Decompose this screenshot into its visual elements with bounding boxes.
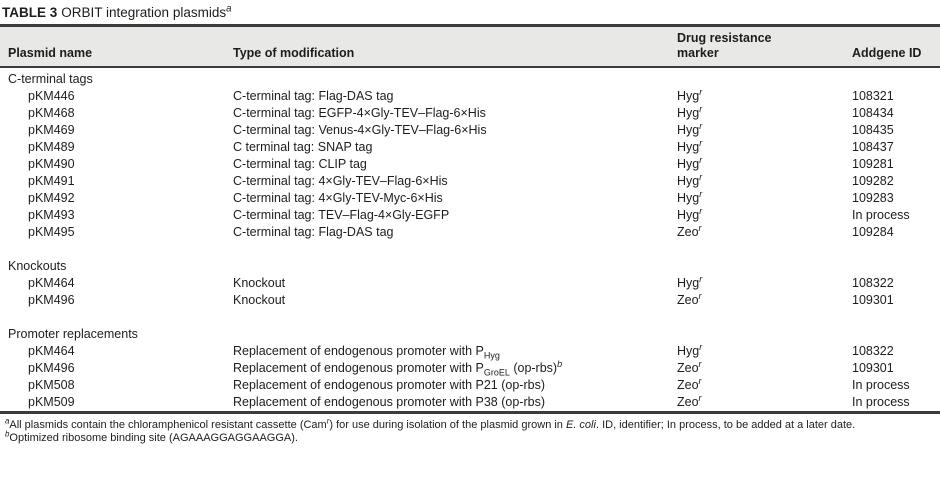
marker-cell: Hyg$^r$	[677, 341, 703, 358]
table-row	[0, 224, 940, 241]
table-row	[0, 190, 940, 207]
column-header-label: Plasmid name	[8, 46, 93, 60]
marker-cell: Hyg$^r$	[677, 120, 703, 137]
modification-cell: C-terminal tag: TEV–Flag-4×Gly-EGFP	[233, 208, 450, 222]
marker-cell: Zeo$^r$	[677, 358, 702, 375]
table-header-row	[0, 27, 940, 67]
addgene-id-cell: In process	[852, 208, 910, 222]
column-header-addgene-id	[852, 27, 940, 67]
table-row	[0, 173, 940, 190]
footnote-a: $^a$All plasmids contain the chloramphenicol resistant cassette (Cam$^r$) for use during isolation of the plasmid grown in E. coli. ID, identifier; In process, to be added at a later date.	[5, 415, 856, 431]
marker-cell: Hyg$^r$	[677, 103, 703, 120]
table-row	[0, 88, 940, 105]
marker-cell: Hyg$^r$	[677, 188, 703, 205]
table-row	[0, 207, 940, 224]
modification-cell: Replacement of endogenous promoter with P21 (op-rbs)	[233, 378, 545, 392]
table-row	[0, 139, 940, 156]
addgene-id-cell: In process	[852, 378, 910, 392]
table-row	[0, 360, 940, 377]
modification-cell: Knockout	[233, 293, 286, 307]
addgene-id-cell: 109282	[852, 174, 894, 188]
plasmid-name-cell: pKM468	[28, 106, 75, 120]
section-label: C-terminal tags	[8, 72, 93, 86]
modification-cell: C-terminal tag: 4×Gly-TEV–Flag-6×His	[233, 174, 448, 188]
section-spacer-row	[0, 309, 940, 326]
section-label: Promoter replacements	[8, 327, 138, 341]
modification-cell: C-terminal tag: Flag-DAS tag	[233, 225, 394, 239]
plasmid-name-cell: pKM495	[28, 225, 75, 239]
addgene-id-cell: 109283	[852, 191, 894, 205]
plasmid-name-cell: pKM496	[28, 293, 75, 307]
table-row	[0, 377, 940, 394]
table-row	[0, 275, 940, 292]
modification-cell: C-terminal tag: Venus-4×Gly-TEV–Flag-6×His	[233, 123, 487, 137]
marker-cell: Hyg$^r$	[677, 171, 703, 188]
column-header-plasmid-name	[0, 27, 233, 67]
table-row	[0, 343, 940, 360]
marker-cell: Zeo$^r$	[677, 222, 702, 239]
page-title	[0, 0, 940, 24]
addgene-id-cell: 109281	[852, 157, 894, 171]
section-label: Knockouts	[8, 259, 67, 273]
addgene-id-cell: 108321	[852, 89, 894, 103]
marker-cell: Hyg$^r$	[677, 137, 703, 154]
addgene-id-cell: 108322	[852, 276, 894, 290]
modification-cell: Replacement of endogenous promoter with P38 (op-rbs)	[233, 395, 545, 409]
plasmid-name-cell: pKM509	[28, 395, 75, 409]
plasmid-name-cell: pKM469	[28, 123, 75, 137]
plasmid-name-cell: pKM493	[28, 208, 75, 222]
modification-cell: C terminal tag: SNAP tag	[233, 140, 373, 154]
table-body	[0, 67, 940, 411]
table-row	[0, 292, 940, 309]
plasmid-name-cell: pKM491	[28, 174, 75, 188]
footnotes	[0, 415, 938, 447]
section-header-row	[0, 258, 940, 275]
marker-cell: Zeo$^r$	[677, 392, 702, 409]
marker-cell: Hyg$^r$	[677, 154, 703, 171]
addgene-id-cell: 108435	[852, 123, 894, 137]
plasmid-name-cell: pKM496	[28, 361, 75, 375]
column-header-modification	[233, 27, 677, 67]
modification-cell: Replacement of endogenous promoter with $P_{GroEL}$ $(op-rbs)^b$	[233, 358, 563, 378]
section-header-row	[0, 326, 940, 343]
addgene-id-cell: 109301	[852, 293, 894, 307]
modification-cell: Knockout	[233, 276, 286, 290]
table-row	[0, 394, 940, 411]
modification-cell: C-terminal tag: Flag-DAS tag	[233, 89, 394, 103]
table-row	[0, 105, 940, 122]
marker-cell: Hyg$^r$	[677, 205, 703, 222]
column-header-label: Drug resistance	[677, 31, 772, 45]
column-header-label: Type of modification	[233, 46, 355, 60]
column-header-label: Addgene ID	[852, 46, 922, 60]
plasmid-name-cell: pKM489	[28, 140, 75, 154]
plasmid-name-cell: pKM508	[28, 378, 75, 392]
table-title-text: ORBIT integration plasmids$^a$	[61, 3, 232, 20]
plasmid-name-cell: pKM446	[28, 89, 75, 103]
column-header-drug-resistance-marker	[677, 27, 852, 67]
modification-cell: C-terminal tag: EGFP-4×Gly-TEV–Flag-6×His	[233, 106, 486, 120]
plasmid-name-cell: pKM490	[28, 157, 75, 171]
addgene-id-cell: 108434	[852, 106, 894, 120]
column-header-label: marker	[677, 46, 719, 60]
modification-cell: C-terminal tag: 4×Gly-TEV-Myc-6×His	[233, 191, 443, 205]
table-number-label: TABLE 3	[2, 5, 58, 20]
footnote-b: $^b$Optimized ribosome binding site (AGAAAGGAGGAAGGA).	[5, 429, 298, 445]
addgene-id-cell: 109284	[852, 225, 894, 239]
addgene-id-cell: In process	[852, 395, 910, 409]
marker-cell: Zeo$^r$	[677, 290, 702, 307]
section-spacer-row	[0, 241, 940, 258]
addgene-id-cell: 109301	[852, 361, 894, 375]
plasmid-name-cell: pKM492	[28, 191, 75, 205]
plasmids-table	[0, 27, 940, 411]
marker-cell: Zeo$^r$	[677, 375, 702, 392]
addgene-id-cell: 108322	[852, 344, 894, 358]
plasmid-name-cell: pKM464	[28, 344, 75, 358]
table-row	[0, 122, 940, 139]
addgene-id-cell: 108437	[852, 140, 894, 154]
table-row	[0, 156, 940, 173]
table-bottom-rule	[0, 411, 940, 414]
marker-cell: Hyg$^r$	[677, 86, 703, 103]
marker-cell: Hyg$^r$	[677, 273, 703, 290]
modification-cell: C-terminal tag: CLIP tag	[233, 157, 367, 171]
plasmid-name-cell: pKM464	[28, 276, 75, 290]
section-header-row	[0, 67, 940, 88]
modification-cell: Replacement of endogenous promoter with $P_{Hyg}$	[233, 344, 500, 361]
